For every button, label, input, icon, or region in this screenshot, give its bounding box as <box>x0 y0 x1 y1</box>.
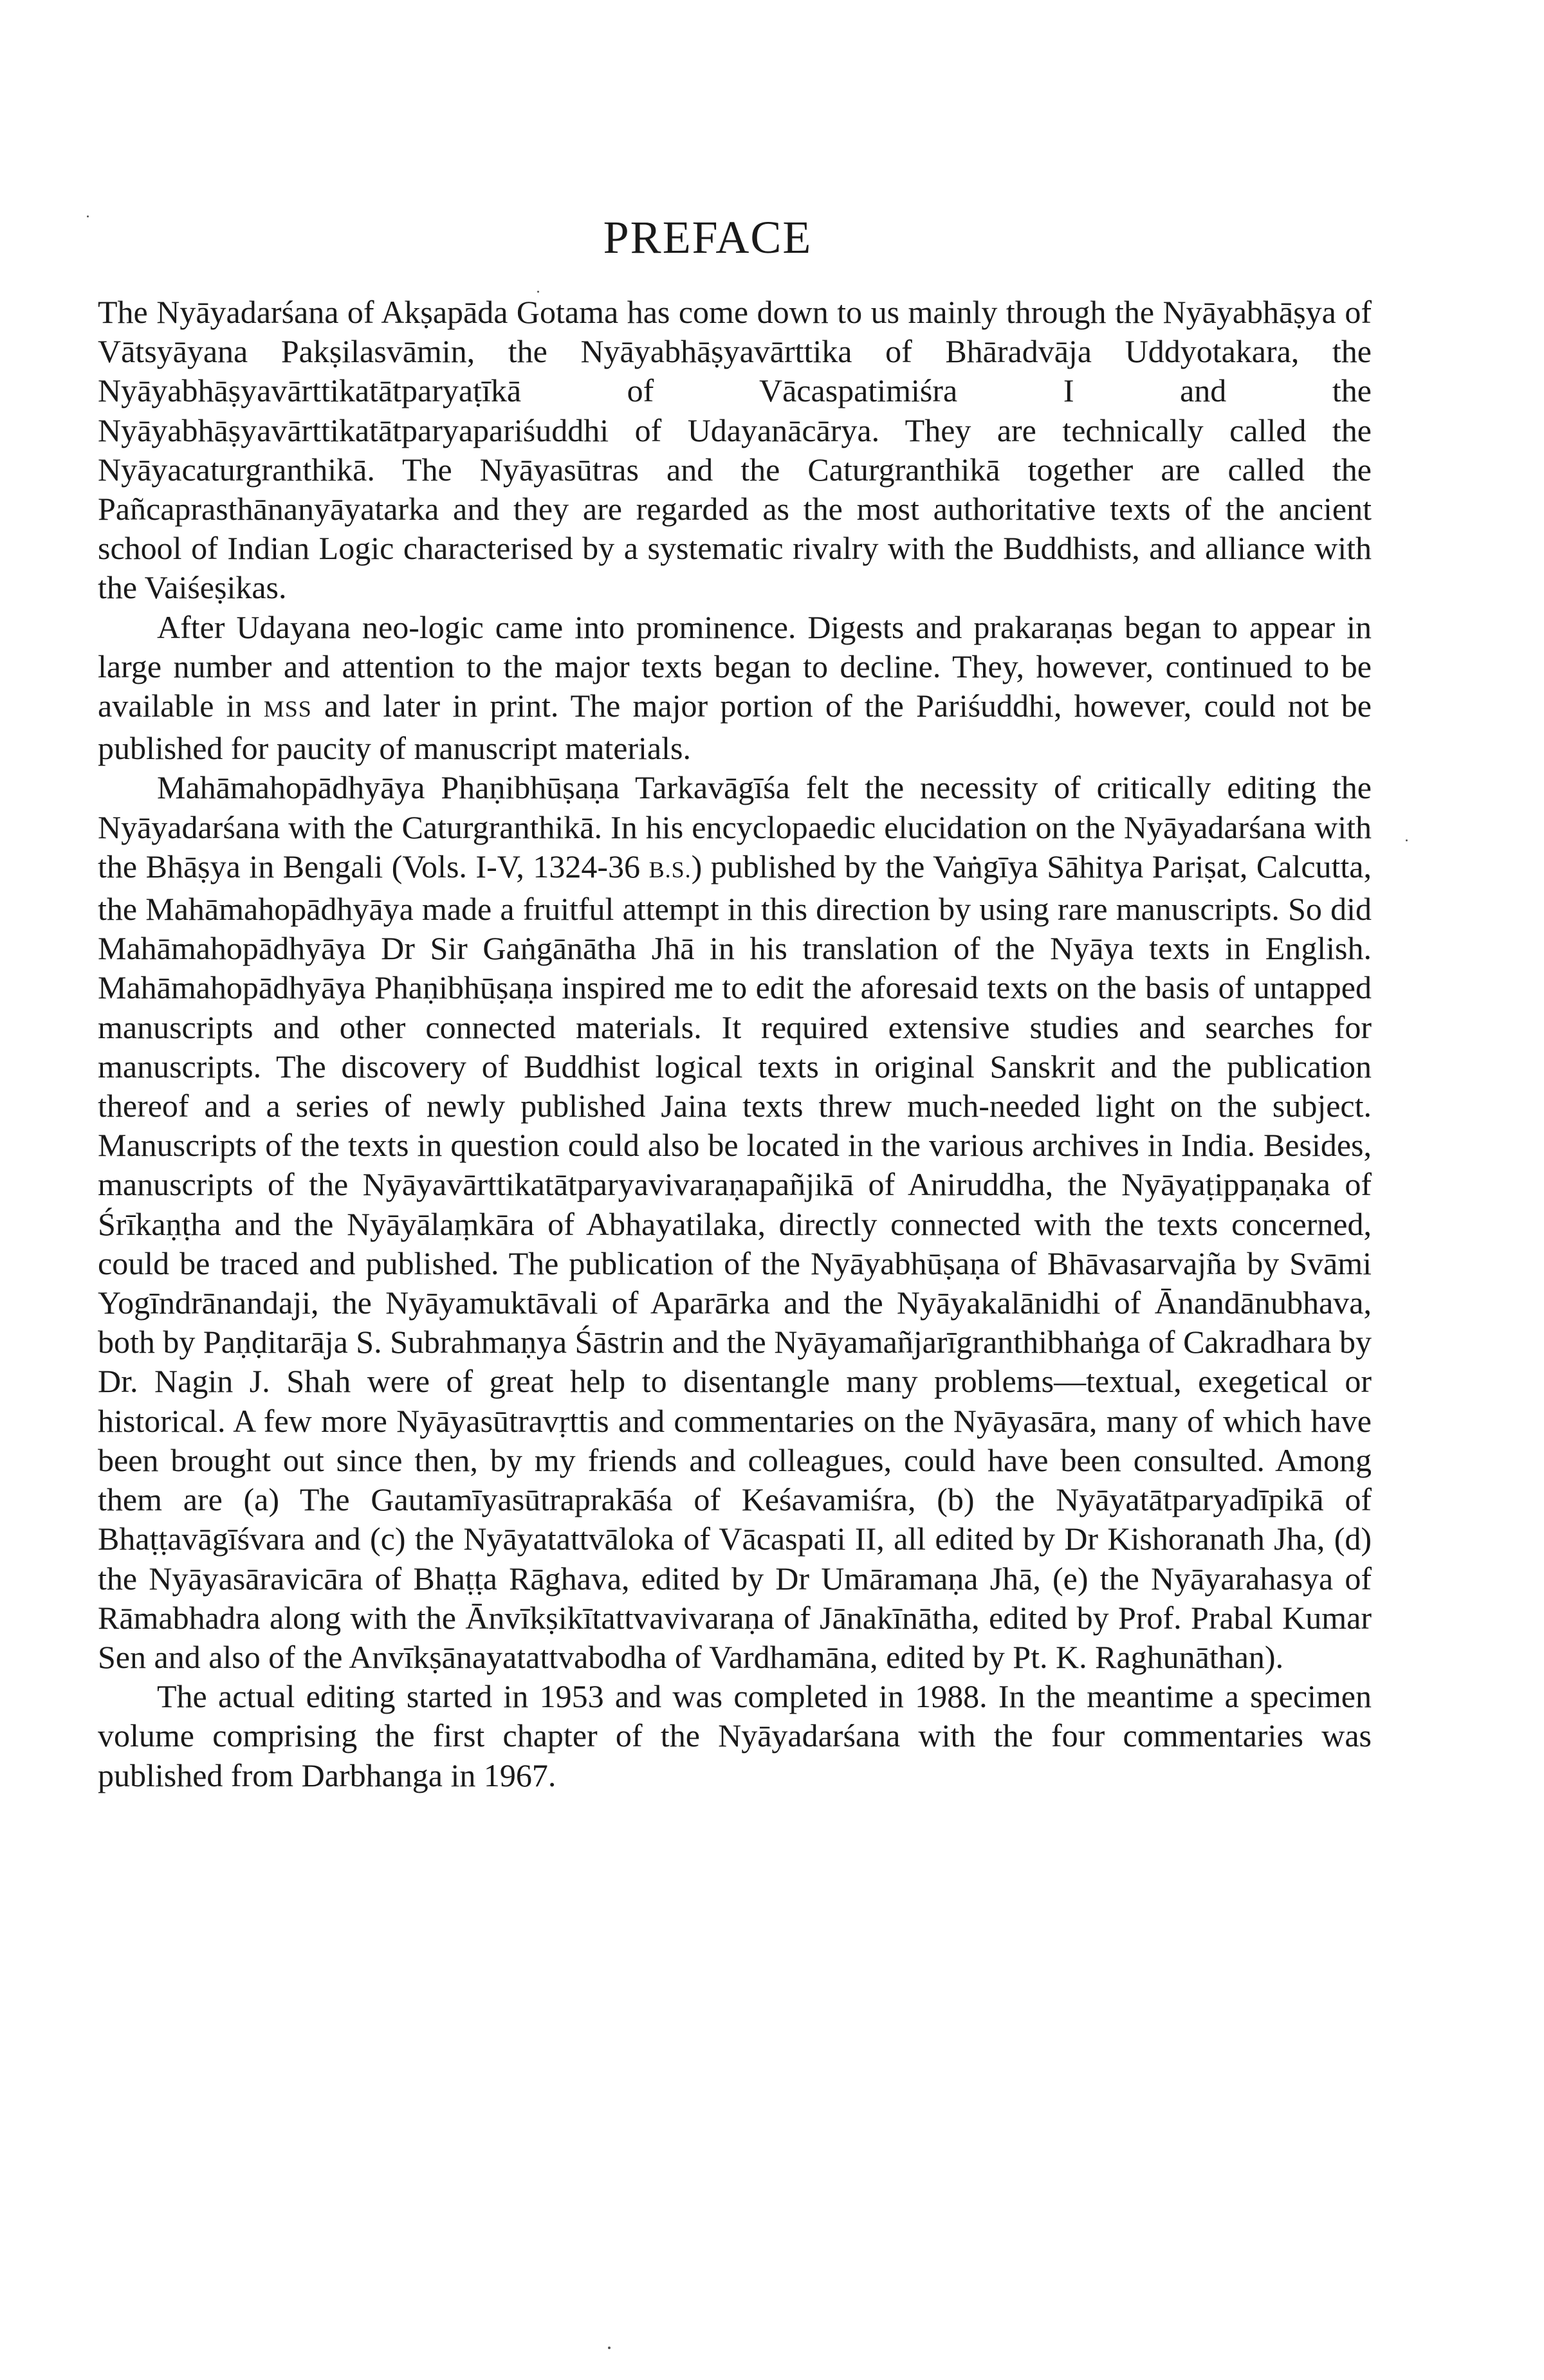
scan-speck <box>1406 839 1408 841</box>
preface-body <box>98 293 1372 1795</box>
paragraph-3-text-a: Mahāmahopādhyāya Phaṇibhūṣaṇa Tarkavāgīśa felt the necessity of critically editing the Nyāyadarśana with the Caturgranthikā. In his encyclopaedic elucidation on the Nyāyadarśana with the Bhāṣya in Bengali (Vols. I-V, 1324-36 <box>98 769 1372 884</box>
paragraph-2-text-b: and later in print. The major portion of the Pariśuddhi, however, could not be published for paucity of manuscript materials. <box>98 688 1372 767</box>
scan-speck <box>87 215 89 217</box>
scan-speck <box>537 291 539 293</box>
scan-speck <box>608 2347 611 2349</box>
paragraph-3-text-b: ) published by the Vaṅgīya Sāhitya Pariṣat, Calcutta, the Mahāmahopādhyāya made a fruitful attempt in this direction by using rare manuscripts. So did Mahāmahopādhyāya Dr Sir Gaṅgānātha Jhā in his translation of the Nyāya texts in English. Mahāmahopādhyāya Phaṇibhūṣaṇa inspired me to edit the aforesaid texts on the basis of untapped manuscripts and other connected materials. It required extensive studies and searches for manuscripts. The discovery of Buddhist logical texts in original Sanskrit and the publication thereof and a series of newly published Jaina texts threw much-needed light on the subject. Manuscripts of the texts in question could also be located in the various archives in India. Besides, manuscripts of the Nyāyavārttikatātparyavivaraṇapañjikā of Aniruddha, the Nyāyaṭippaṇaka of Śrīkaṇṭha and the Nyāyālaṃkāra of Abhayatilaka, directly connected with the texts concerned, could be traced and published. The publication of the Nyāyabhūṣaṇa of Bhāvasarvajña by Svāmi Yogīndrānandaji, the Nyāyamuktāvali of Aparārka and the Nyāyakalānidhi of Ānandānubhava, both by Paṇḍitarāja S. Subrahmaṇya Śāstrin and the Nyāyamañjarīgranthibhaṅga of Cakradhara by Dr. Nagin J. Shah were of great help to disentangle many problems—textual, exegetical or historical. A few more Nyāyasūtravṛttis and commentaries on the Nyāyasāra, many of which have been brought out since then, by my friends and colleagues, could have been consulted. Among them are (a) The Gautamīyasūtraprakāśa of Keśavamiśra, (b) the Nyāyatātparyadīpikā of Bhaṭṭavāgīśvara and (c) the Nyāyatattvāloka of Vācaspati II, all edited by Dr Kishoranath Jha, (d) the Nyāyasāravicāra of Bhaṭṭa Rāghava, edited by Dr Umāramaṇa Jhā, (e) the Nyāyarahasya of Rāmabhadra along with the Ānvīkṣikītattvavivaraṇa of Jānakīnātha, edited by Prof. Prabal Kumar Sen and also of the Anvīkṣānayatattvabodha of Vardhamāna, edited by Pt. K. Raghunāthan). <box>98 848 1372 1675</box>
paragraph-4: The actual editing started in 1953 and was completed in 1988. In the meantime a specimen volume comprising the first chapter of the Nyāyadarśana with the four commentaries was published from Darbhanga in 1967. <box>98 1678 1372 1793</box>
paragraph-2-text-a: After Udayana neo-logic came into prominence. Digests and prakaraṇas began to appear in large number and attention to the major texts began to decline. They, however, continued to be available in <box>98 609 1372 724</box>
abbr-bs: B.S. <box>648 856 692 883</box>
abbr-mss: MSS <box>263 696 312 722</box>
paragraph-2 <box>98 608 1372 769</box>
page-title: PREFACE <box>603 212 813 263</box>
paragraph-3 <box>98 768 1372 1677</box>
paragraph-1: The Nyāyadarśana of Akṣapāda Gotama has come down to us mainly through the Nyāyabhāṣya of Vātsyāyana Pakṣilasvāmin, the Nyāyabhāṣyavārttika of Bhāradvāja Uddyotakara, the Nyāyabhāṣyavārttikatātparyaṭīkā of Vācaspatimiśra I and the Nyāyabhāṣyavārttikatātparyapariśuddhi of Udayanācārya. They are technically called the Nyāyacaturgranthikā. The Nyāyasūtras and the Caturgranthikā together are called the Pañcaprasthānanyāyatarka and they are regarded as the most authoritative texts of the ancient school of Indian Logic characterised by a systematic rivalry with the Buddhists, and alliance with the Vaiśeṣikas. <box>98 294 1372 606</box>
